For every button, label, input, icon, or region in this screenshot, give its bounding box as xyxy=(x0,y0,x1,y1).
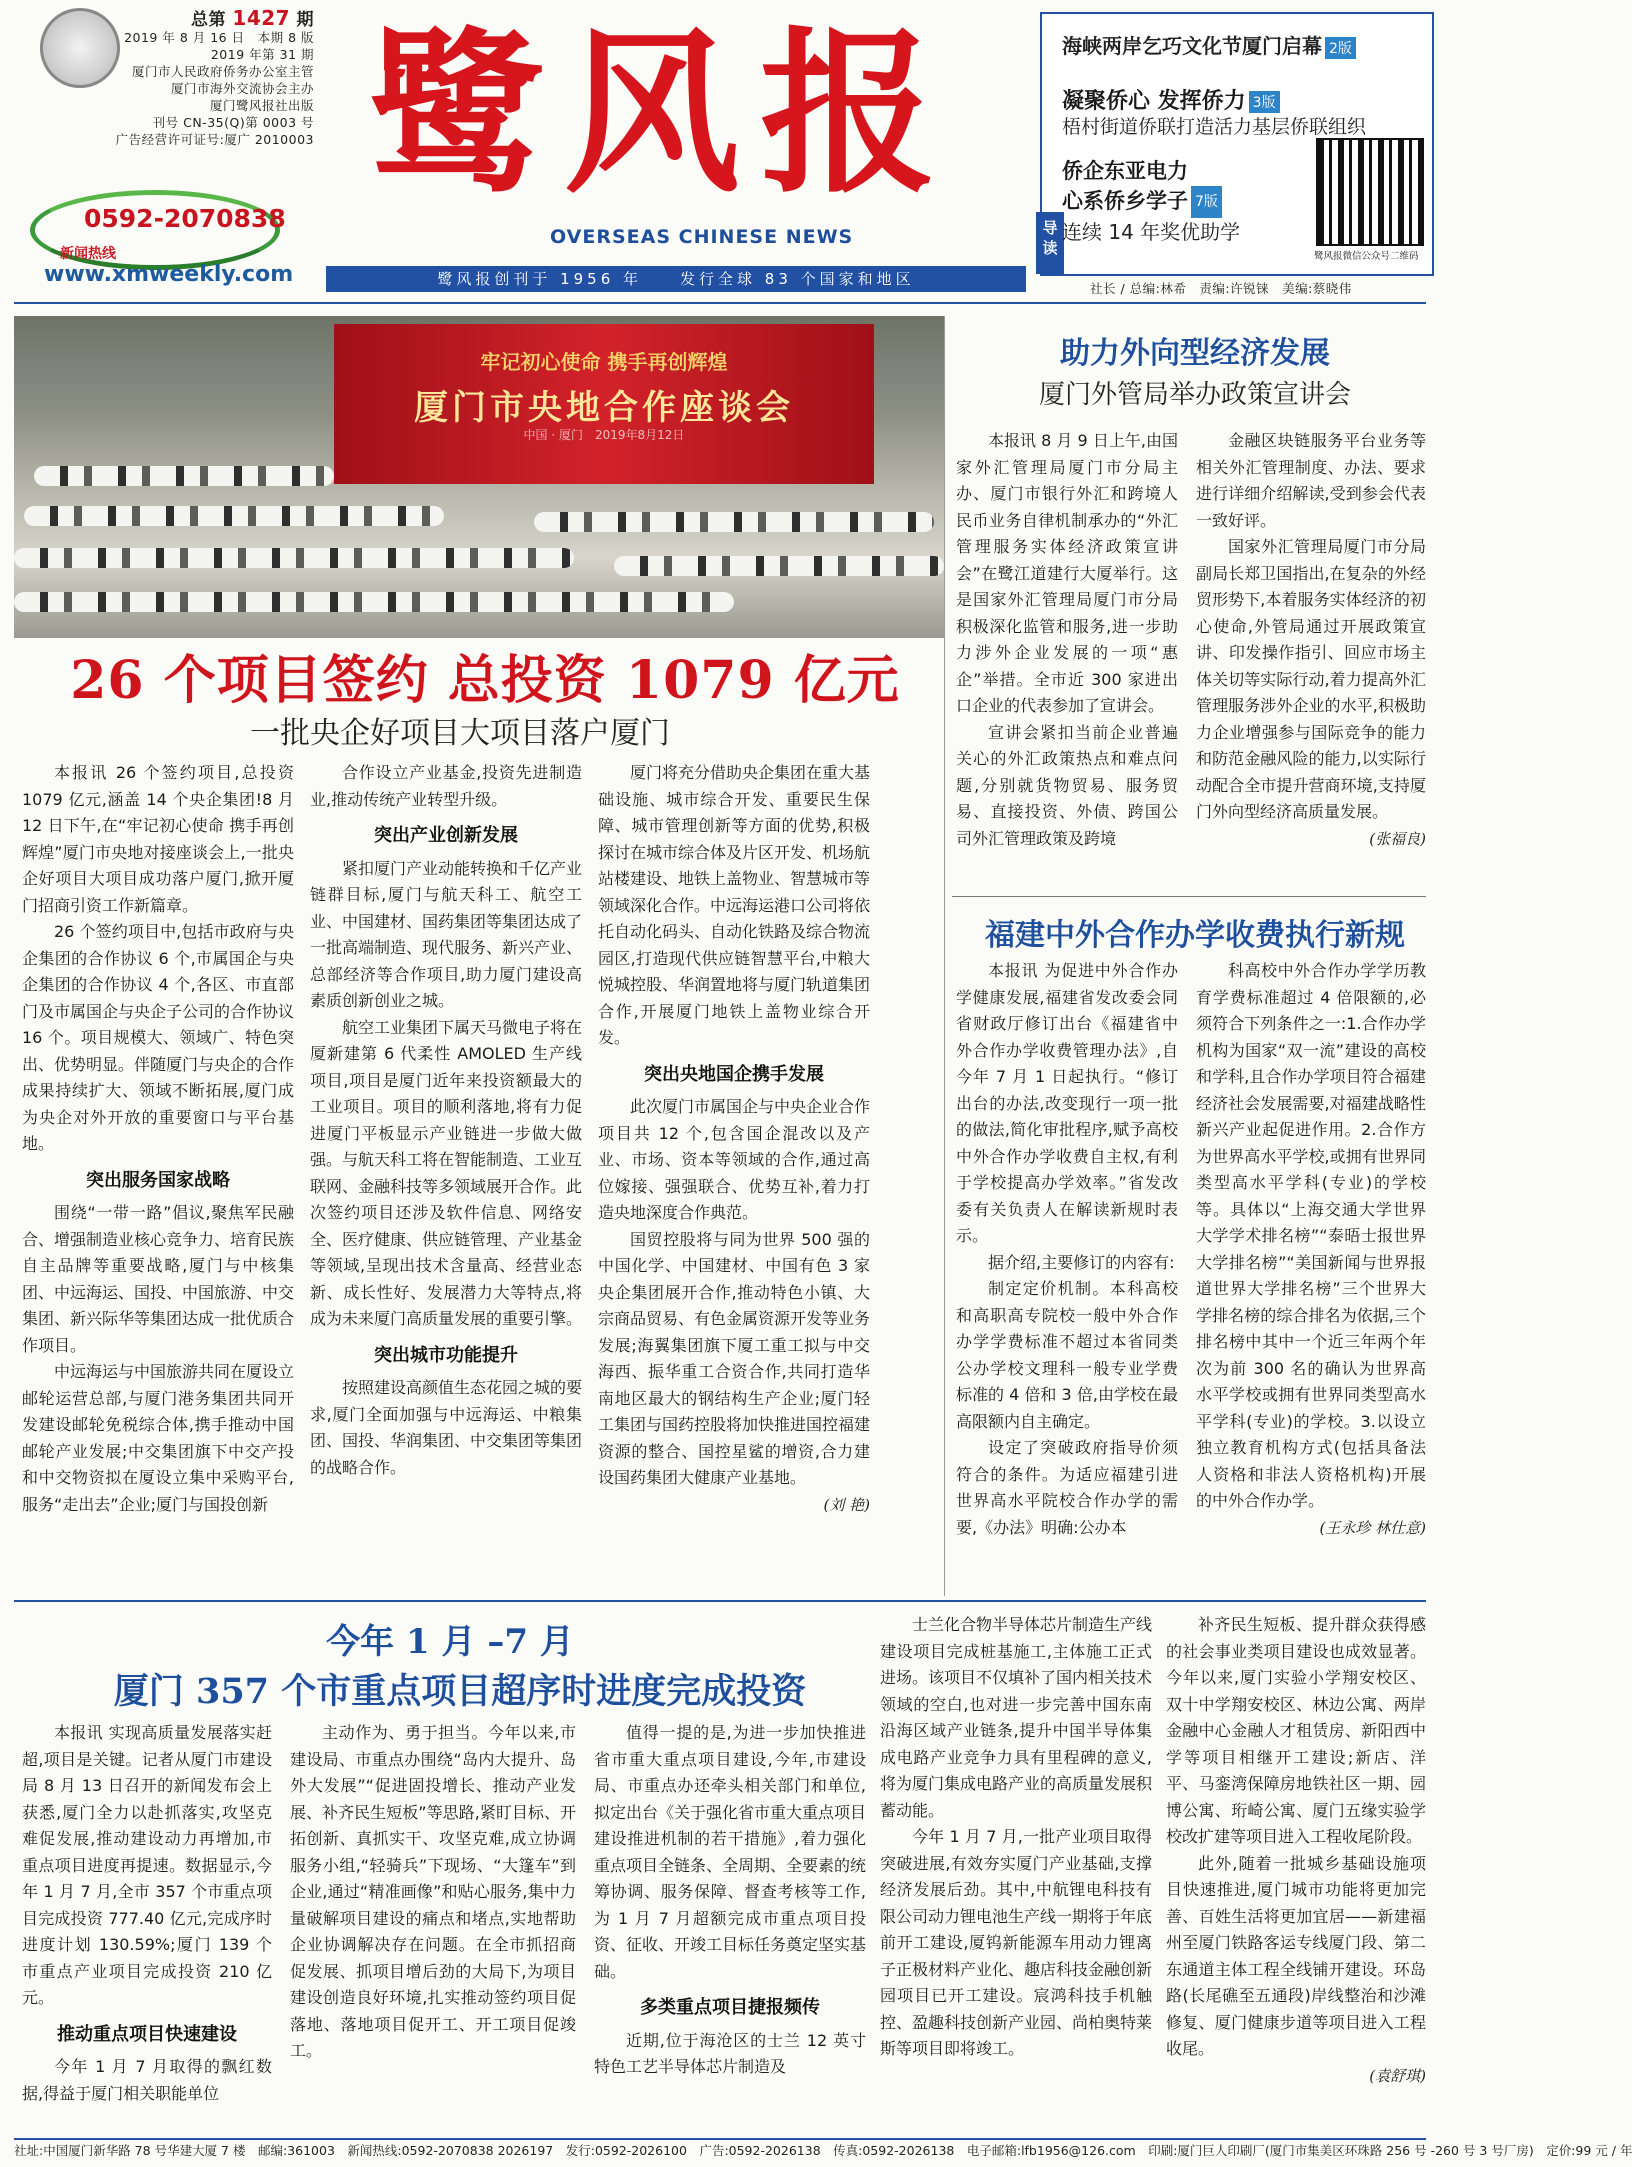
divider xyxy=(14,1600,1426,1602)
meta-line: 厦门市人民政府侨务办公室主管 xyxy=(131,64,314,79)
issue-number: 总第 1427 期 xyxy=(190,6,314,30)
editors-credit: 社长 / 总编:林希 责编:许锐铼 美编:蔡晓伟 xyxy=(1090,281,1352,296)
teaser-2[interactable] xyxy=(1062,84,1280,115)
section-subhead: 突出产业创新发展 xyxy=(374,825,518,846)
screen-slogan: 牢记初心使命 携手再创辉煌 xyxy=(480,350,728,374)
lead-column-2 xyxy=(310,760,582,1590)
byline: (袁舒琪) xyxy=(1369,2066,1426,2085)
meta-line: 2019 年第 31 期 xyxy=(210,47,314,62)
byline: (刘 艳) xyxy=(823,1495,870,1514)
projects-kicker: 今年 1 月 –7 月 xyxy=(326,1622,574,1662)
paragraph: 26 个签约项目中,包括市政府与央企集团的合作协议 6 个,市属国企与央企集团的合作协议 4 个,各区、市直部门及市属国企与央企子公司的合作协议 16 个。项目规模大、领域广、特色突出、优势明显。伴随厦门与央企的合作成果持续扩大、领域不断拓展,厦门成为央企对外开放的重要窗口与平台基地。 xyxy=(22,922,295,1153)
projects-column-5 xyxy=(1166,1612,1426,2132)
paragraph: 航空工业集团下属天马微电子将在厦新建第 6 代柔性 AMOLED 生产线项目,项目是厦门近年来投资额最大的工业项目。项目的顺利落地,将有力促进厦门平板显示产业链进一步做大做强。与航天科工将在智能制造、工业互联网、金融科技等多领域展开合作。此次签约项目还涉及软件信息、网络安全、医疗健康、供应链管理、产业基金等领域,呈现出技术含量高、经营业态新、成长性好、发展潜力大等特点,将成为未来厦门高质量发展的重要引擎。 xyxy=(310,1017,583,1328)
forex-column-1 xyxy=(956,428,1178,888)
audience-row xyxy=(34,466,334,486)
screen-title: 厦门市央地合作座谈会 xyxy=(414,388,794,428)
footer-info: 社址:中国厦门新华路 78 号华建大厦 7 楼 邮编:361003 新闻热线:0592-2070838 2026197 发行:0592-2026100 广告:0592-2026138 传真:0592-2026138 电子邮箱:lfb1956@126.com 印刷:厦门巨人印刷厂(厦门市集美区环珠路 256 号 -260 号 3 号厂房) 定价:99 元 / 年 xyxy=(14,2138,1426,2162)
paragraph: 金融区块链服务平台业务等相关外汇管理制度、办法、要求进行详细介绍解读,受到参会代表一致好评。 xyxy=(1196,431,1426,530)
lead-column-3 xyxy=(598,760,870,1590)
section-subhead: 推动重点项目快速建设 xyxy=(57,2023,237,2045)
paragraph: 此次厦门市属国企与中央企业合作项目共 12 个,包含国企混改以及产业、市场、资本等领域的合作,通过高位嫁接、强强联合、优势互补,着力打造央地深度合作典范。 xyxy=(598,1097,871,1222)
teaser-2-subtitle: 梧村街道侨联打造活力基层侨联组织 xyxy=(1062,116,1367,138)
section-subhead: 突出央地国企携手发展 xyxy=(644,1063,824,1085)
lead-headline: 26 个项目签约 总投资 1079 亿元 xyxy=(70,650,900,711)
school-headline: 福建中外合作办学收费执行新规 xyxy=(985,918,1405,953)
date-line: 2019 年 8 月 16 日 本期 8 版 xyxy=(124,30,314,45)
projects-column-3 xyxy=(594,1720,866,2132)
paragraph: 按照建设高颜值生态花园之城的要求,厦门全面加强与中远海运、中粮集团、国投、华润集团、中交集团等集团的战略合作。 xyxy=(310,1378,583,1477)
paragraph: 围绕“一带一路”倡议,聚焦军民融合、增强制造业核心竞争力、培育民族自主品牌等重要战略,厦门与中核集团、中远海运、国投、中国旅游、中交集团、新兴际华等集团达成一批优质合作项目。 xyxy=(22,1203,295,1355)
projects-column-1 xyxy=(22,1720,272,2132)
qr-caption: 鹭风报微信公众号二维码 xyxy=(1314,251,1419,262)
page-tag: 7版 xyxy=(1191,186,1222,218)
teaser-title: 海峡两岸乞巧文化节厦门启幕 xyxy=(1062,34,1322,58)
school-column-2 xyxy=(1196,958,1426,1594)
page-tag: 3版 xyxy=(1249,91,1280,113)
forex-column-2 xyxy=(1196,428,1426,888)
meta-line: 厦门鹭风报社出版 xyxy=(209,98,314,113)
school-column-1 xyxy=(956,958,1178,1594)
divider xyxy=(14,302,1426,304)
lead-photo xyxy=(14,316,944,638)
paragraph: 近期,位于海沧区的士兰 12 英寸特色工艺半导体芯片制造及 xyxy=(594,2030,866,2076)
paragraph: 国贸控股将与同为世界 500 强的中国化学、中国建材、中国有色 3 家央企集团展开合作,推动特色小镇、大宗商品贸易、有色金属资源开发等业务发展;海翼集团旗下厦工重工拟与中交海西、振华重工合资合作,共同打造华南地区最大的钢结构生产企业;厦门轻工集团与国药控股将加快推进国控福建资源的整合、国控星鲨的增资,合力建设国药集团大健康产业基地。 xyxy=(598,1229,871,1487)
page-tag: 2版 xyxy=(1325,37,1356,59)
paragraph: 厦门将充分借助央企集团在重大基础设施、城市综合开发、重要民生保障、城市管理创新等方面的优势,积极探讨在城市综合体及片区开发、机场航站楼建设、地铁上盖物业、智慧城市等领域深化合作。中远海运港口公司将依托自动化码头、自动化铁路及综合物流园区,打造现代供应链智慧平台,中粮大悦城控股、华润置地将与厦门轨道集团合作,开展厦门地铁上盖物业综合开发。 xyxy=(598,763,871,1047)
paragraph: 今年 1 月 7 月,一批产业项目取得突破进展,有效夯实厦门产业基础,支撑经济发展后劲。其中,中航锂电科技有限公司动力锂电池生产线一期将于年底前开工建设,厦钨新能源车用动力锂离子正极材料产业化、趣店科技金融创新园项目已开工建设。宸鸿科技手机触控、盈趣科技创新产业园、尚柏奥特莱斯等项目即将竣工。 xyxy=(880,1827,1153,2058)
meta-line: 广告经营许可证号:厦广 2010003 xyxy=(115,132,314,147)
paragraph: 据介绍,主要修订的内容有: xyxy=(988,1252,1175,1272)
forex-headline: 助力外向型经济发展 xyxy=(1060,336,1330,371)
guide-label: 导读 xyxy=(1036,212,1064,274)
projects-column-4 xyxy=(880,1612,1152,2132)
section-subhead: 突出服务国家战略 xyxy=(86,1169,230,1191)
audience-row xyxy=(14,548,574,568)
projects-headline: 厦门 357 个市重点项目超序时进度完成投资 xyxy=(113,1671,807,1712)
column-divider xyxy=(944,316,945,1596)
paragraph: 本报讯 为促进中外合作办学健康发展,福建省发改委会同省财政厅修订出台《福建省中外合作办学收费管理办法》,自今年 7 月 1 日起执行。“修订出台的办法,改变现行一项一批的做法,简化审批程序,赋予高校中外合作办学收费自主权,有利于学校提高办学效率。”省发改委有关负责人在解读新规时表示。 xyxy=(956,961,1178,1245)
paragraph: 主动作为、勇于担当。今年以来,市建设局、市重点办围绕“岛内大提升、岛外大发展”“促进固投增长、推动产业发展、补齐民生短板”等思路,紧盯目标、开拓创新、真抓实干、攻坚克难,成立协调服务小组,“轻骑兵”下现场、“大篷车”到企业,通过“精准画像”和贴心服务,集中力量破解项目建设的痛点和堵点,实地帮助企业协调解决存在问题。在全市抓招商促发展、抓项目增后劲的大局下,为项目建设创造良好环境,扎实推动签约项目促落地、落地项目促开工、开工项目促竣工。 xyxy=(290,1723,576,2060)
screen-date: 中国 · 厦门 2019年8月12日 xyxy=(523,428,685,442)
section-subhead: 突出城市功能提升 xyxy=(374,1344,518,1366)
paragraph: 紧扣厦门产业动能转换和千亿产业链群目标,厦门与航天科工、航空工业、中国建材、国药集团等集团达成了一批高端制造、现代服务、新兴产业、总部经济等合作项目,助力厦门建设高素质创新创业之城。 xyxy=(310,858,583,1010)
qr-code-icon xyxy=(1318,140,1422,244)
audience-row xyxy=(24,506,444,526)
audience-row xyxy=(534,512,934,532)
paragraph: 设定了突破政府指导价须符合的条件。为适应福建引进世界高水平院校合作办学的需要,《办法》明确:公办本 xyxy=(956,1438,1178,1537)
lead-column-1 xyxy=(22,760,294,1590)
byline: (张福良) xyxy=(1369,829,1426,848)
paragraph: 值得一提的是,为进一步加快推进省市重大重点项目建设,今年,市建设局、市重点办还牵头相关部门和单位,拟定出台《关于强化省市重大重点项目建设推进机制的若干措施》,着力强化重点项目全链条、全周期、全要素的统筹协调、服务保障、督查考核等工作,为 1 月 7 月超额完成市重点项目投资、征收、开竣工目标任务奠定坚实基础。 xyxy=(594,1723,867,1981)
meta-line: 刊号 CN-35(Q)第 0003 号 xyxy=(152,115,314,130)
projects-column-2 xyxy=(290,1720,576,2132)
audience-row xyxy=(14,592,734,612)
section-subhead: 多类重点项目捷报频传 xyxy=(640,1997,820,2018)
byline: (王永珍 林仕意) xyxy=(1319,1518,1426,1537)
paragraph: 国家外汇管理局厦门市分局副局长郑卫国指出,在复杂的外经贸形势下,本着服务实体经济的初心使命,外管局通过开展政策宣讲、印发操作指引、回应市场主体关切等实际行动,着力提高外汇管理服务涉外企业的水平,积极助力企业增强参与国际竞争的能力和防范金融风险的能力,以实际行动配合全市提升营商环境,支持厦门外向型经济高质量发展。 xyxy=(1196,537,1426,821)
paragraph: 本报讯 8 月 9 日上午,由国家外汇管理局厦门市分局主办、厦门市银行外汇和跨境人民币业务自律机制承办的“外汇管理服务实体经济政策宣讲会”在鹭江道建行大厦举行。这是国家外汇管理局厦门市分局积极深化监管和服务,进一步助力涉外企业发展的一项“惠企”举措。全市近 300 家进出口企业的代表参加了宣讲会。 xyxy=(956,431,1178,715)
paragraph: 制定定价机制。本科高校和高职高专院校一般中外合作办学学费标准不超过本省同类公办学校文理科一般专业学费标准的 4 倍和 3 倍,由学校在最高限额内自主确定。 xyxy=(956,1279,1178,1431)
paragraph: 宣讲会紧扣当前企业普遍关心的外汇政策热点和难点问题,分别就货物贸易、服务贸易、直接投资、外债、跨国公司外汇管理政策及跨境 xyxy=(956,722,1178,848)
founding-banner: 鹭风报创刊于 1956 年 发行全球 83 个国家和地区 xyxy=(326,266,1026,292)
news-hotline-label: 新闻热线 xyxy=(60,246,116,262)
paragraph: 士兰化合物半导体芯片制造生产线建设项目完成桩基施工,主体施工正式进场。该项目不仅填补了国内相关技术领域的空白,也对进一步完善中国东南沿海区域产业链条,提升中国半导体集成电路产业竞争力具有里程碑的意义,将为厦门集成电路产业的高质量发展积蓄动能。 xyxy=(880,1615,1153,1820)
teaser-3[interactable] xyxy=(1062,156,1302,218)
audience-row xyxy=(614,556,944,576)
paragraph: 补齐民生短板、提升群众获得感的社会事业类项目建设也成效显著。今年以来,厦门实验小学翔安校区、双十中学翔安校区、林边公寓、两岸金融中心金融人才租赁房、新阳西中学等项目相继开工建设;新店、洋平、马銮湾保障房地铁社区一期、园博公寓、珩崎公寓、厦门五缘实验学校改扩建等项目进入工程收尾阶段。 xyxy=(1166,1615,1426,1846)
website-link[interactable]: www.xmweekly.com xyxy=(44,262,294,287)
issue-info xyxy=(14,6,314,148)
teaser-title: 凝聚侨心 发挥侨力 xyxy=(1062,89,1246,114)
paragraph: 本报讯 26 个签约项目,总投资 1079 亿元,涵盖 14 个央企集团!8 月 12 日下午,在“牢记初心使命 携手再创辉煌”厦门市央地对接座谈会上,一批央企好项目大项目成功落户厦门,掀开厦门招商引资工作新篇章。 xyxy=(22,763,294,915)
meta-line: 厦门市海外交流协会主办 xyxy=(170,81,314,96)
forex-subhead: 厦门外管局举办政策宣讲会 xyxy=(1038,380,1351,410)
paragraph: 今年 1 月 7 月取得的飘红数据,得益于厦门相关职能单位 xyxy=(22,2057,272,2103)
lead-subhead: 一批央企好项目大项目落户厦门 xyxy=(250,716,670,751)
divider xyxy=(952,896,1426,897)
teaser-1[interactable] xyxy=(1062,30,1356,59)
paragraph: 本报讯 实现高质量发展落实赶超,项目是关键。记者从厦门市建设局 8 月 13 日召开的新闻发布会上获悉,厦门全力以赴抓落实,攻坚克难促发展,推动建设动力再增加,市重点项目进度再提速。数据显示,今年 1 月 7 月,全市 357 个市重点项目完成投资 777.40 亿元,完成序时进度计划 130.59%;厦门 139 个市重点产业项目完成投资 210 亿元。 xyxy=(22,1723,272,2007)
paragraph: 科高校中外合作办学学历教育学费标准超过 4 倍限额的,必须符合下列条件之一:1.合作办学机构为国家“双一流”建设的高校和学科,且合作办学项目符合福建经济社会发展需要,对福建战略性新兴产业起促进作用。2.合作方为世界高水平学校,或拥有世界同类型高水平学科(专业)的学校等。具体以“上海交通大学世界大学学术排名榜”“泰晤士报世界大学排名榜”“美国新闻与世界报道世界大学排名榜”三个世界大学排名榜的综合排名为依据,三个排名榜中其中一个近三年两个年次为前 300 名的确认为世界高水平学校或拥有世界同类型高水平学科(专业)的学校。3.以设立独立教育机构方式(包括具备法人资格和非法人资格机构)开展的中外合作办学。 xyxy=(1196,961,1426,1510)
newspaper-title-en: OVERSEAS CHINESE NEWS xyxy=(550,226,854,248)
newspaper-title: 鹭风报 xyxy=(368,10,957,217)
teaser-title: 侨企东亚电力 xyxy=(1062,159,1188,183)
paragraph: 此外,随着一批城乡基础设施项目快速推进,厦门城市功能将更加完善、百姓生活将更加宜居——新建福州至厦门铁路客运专线厦门段、第二东通道主体工程全线铺开建设。环岛路(长尾礁至五通段)岸线整治和沙滩修复、厦门健康步道等项目进入工程收尾。 xyxy=(1166,1853,1426,2058)
teaser-title: 心系侨乡学子 xyxy=(1062,189,1188,213)
teaser-3-subtitle: 连续 14 年奖优助学 xyxy=(1062,220,1241,244)
paragraph: 中远海运与中国旅游共同在厦设立邮轮运营总部,与厦门港务集团共同开发建设邮轮免税综合体,携手推动中国邮轮产业发展;中交集团旗下中交产投和中交物资拟在厦设立集中采购平台,服务“走出去”企业;厦门与国投创新 xyxy=(22,1362,295,1514)
paragraph: 合作设立产业基金,投资先进制造业,推动传统产业转型升级。 xyxy=(310,763,582,809)
hotline-phone: 0592-2070838 xyxy=(84,204,286,233)
